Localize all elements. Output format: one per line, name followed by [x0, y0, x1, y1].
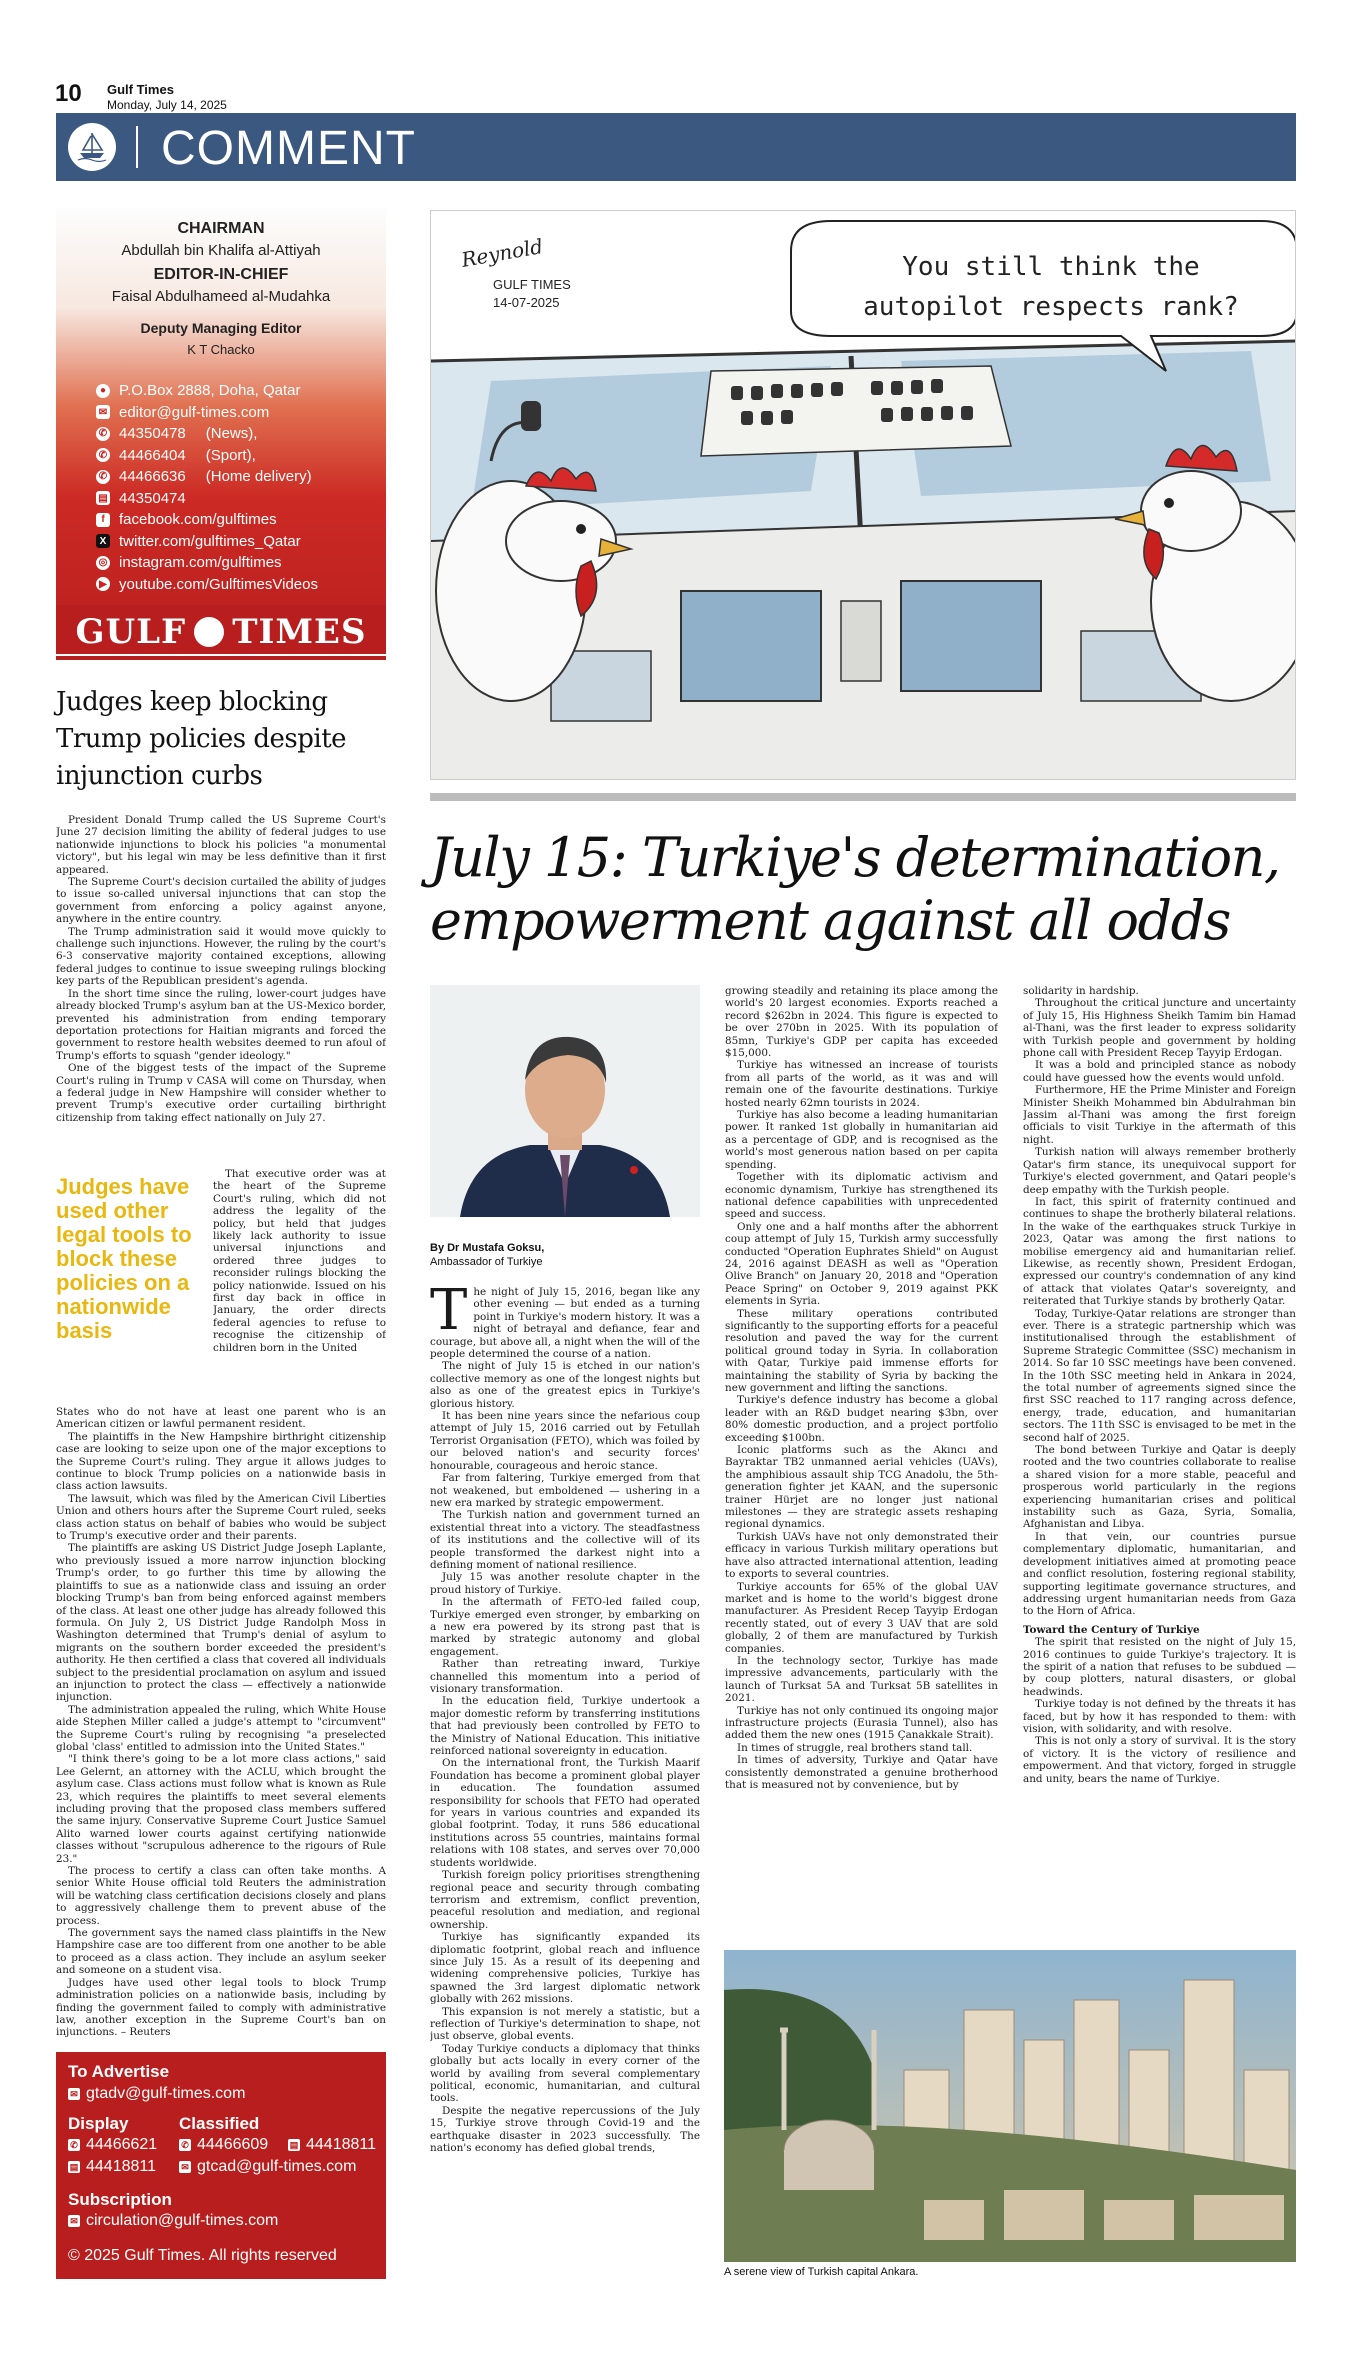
- instagram-icon: ◎: [96, 556, 110, 570]
- section-banner: [56, 113, 1296, 181]
- phone-icon: ✆: [96, 427, 110, 441]
- pin-icon: ●: [96, 384, 110, 398]
- author-portrait: [430, 985, 700, 1217]
- cartoon-speech: You still think the autopilot respects rank?: [863, 252, 1239, 322]
- main-article-column-1: The night of July 15, 2016, began like any other evening — but ended as a turning point in Turkiye's modern history. It was a night of betrayal and defiance, fear and courage, but above all, a night when the will of the people determined the course of a nation. The night of July 15 is etched in our nation's collective memory as one of the longest nights but also as one of the greatest epics in Turkiye's glorious history. It has been nine years since the nefarious coup attempt of July 15, 2016 carried out by Fetullah Terrorist Organisation (FETO), which was foiled by our beloved nation's and security forces' honourable, courageous and heroic stance. Far from faltering, Turkiye emerged from that not weakened, but emboldened — ushering in a new era marked by strategic empowerment. The Turkish nation and government turned an existential threat into a victory. The steadfastness of its institutions and the collective will of its people transformed the darkest night into a defining moment of national resilience. July 15 was another resolute chapter in the proud history of Turkiye. In the aftermath of FETO-led failed coup, Turkiye emerged even stronger, by embarking on a new era powered by its strong past that is marked by strategic autonomy and global engagement. Rather than retreating inward, Turkiye channelled this momentum into a period of visionary transformation. In the education field, Turkiye undertook a major domestic reform by transferring institutions that had previously been controlled by FETO to the Ministry of National Education. This initiative reinforced national sovereignty in education. On the international front, the Turkish Maarif Foundation has become a prominent global player in education. The foundation assumed responsibility for schools that FETO had operated for years in various countries and expanded its global footprint. Today, it runs 586 educational institutions across 55 countries, maintains formal relations with 108 states, and serves over 70,000 students worldwide. Turkish foreign policy prioritises strengthening regional peace and security through combating terrorism and extremism, conflict prevention, peaceful resolution and mediation, and regional ownership. Turkiye has significantly expanded its diplomatic footprint, global reach and influence since July 15. As a result of its deepening and widening comprehensive policies, Turkiye has spawned the 3rd largest diplomatic network globally with 262 missions. This expansion is not merely a statistic, but a reflection of Turkiye's determination to shape, not just observe, global events. Today Turkiye conducts a diplomacy that thinks globally but acts locally in every corner of the world by availing from several complementary political, economic, humanitarian, and cultural tools. Despite the negative repercussions of the July 15, Turkiye strove through Covid-19 and the earthquake disaster in 2023 successfully. The nation's economy has defied global trends,: [430, 1286, 700, 2155]
- editor-name: Faisal Abdulhameed al-Mudahka: [111, 288, 331, 305]
- contact-youtube[interactable]: ▶ youtube.com/GulftimesVideos: [96, 574, 376, 596]
- cartoon-date: 14-07-2025: [493, 295, 560, 310]
- deputy-name: K T Chacko: [187, 342, 255, 357]
- contact-facebook[interactable]: f facebook.com/gulftimes: [96, 509, 376, 531]
- mail-icon: ✉: [96, 405, 110, 419]
- left-article-body-3: States who do not have at least one parent who is an American citizen or lawful permanent resident. The plaintiffs in the New Hampshire birthright citizenship case are looking to seize upon one of the major exceptions to the Supreme Court's ruling. They argue it allows judges to continue to block Trump policies on a nationwide basis in class action lawsuits. The lawsuit, which was filed by the American Civil Liberties Union and others hours after the Supreme Court ruled, seeks class action status on behalf of babies who would be subject to Trump's executive order and their parents. The plaintiffs are asking US District Judge Joseph Laplante, who previously issued a more narrow injunction blocking Trump's order, to go further this time by allowing the plaintiffs to sue as a nationwide class and issuing an order blocking Trump's ban from being enforced against members of the class. At least one other judge has already followed this formula. On July 2, US District Judge Randolph Moss in Washington determined that Trump's denial of asylum to migrants on the southern border exceeded the president's authority. He then certified a class that covered all individuals subject to the presidential proclamation on asylum and issued an injunction to protect the class — effectively a nationwide injunction. The administration appealed the ruling, which White House aide Stephen Miller called a judge's attempt to "circumvent" the Supreme Court's ruling by recognising "a preselected global 'class' entitled to admission into the United States." "I think there's going to be a lot more class actions," said Lee Gelernt, an attorney with the ACLU, which brought the asylum case. Class actions must follow what is known as Rule 23, which requires the plaintiffs to meet several elements including proving that the proposed class members suffered the same injury. Conservative Supreme Court Justice Samuel Alito warned lower courts against certifying nationwide classes without "scrupulous adherence to the rigours of Rule 23." The process to certify a class can often take months. A senior White House official told Reuters the administration will be watching class certification decisions closely and plans to aggressively challenge them to prevent abuse of the process. The government says the named class plaintiffs in the New Hampshire case are too different from one another to be able to proceed as a class action. They include an asylum seeker and someone on a student visa. Judges have used other legal tools to block Trump administration policies on a nationwide basis, including by finding the government failed to comply with administrative law, another exception in the Supreme Court's ban on injunctions. – Reuters: [56, 1406, 386, 2039]
- left-article-headline: Judges keep blocking Trump policies despite injunction curbs: [56, 687, 347, 791]
- cartoon-publication: GULF TIMES: [493, 277, 571, 292]
- phone-icon: ✆: [68, 2139, 80, 2151]
- contact-phone-delivery[interactable]: ✆ 44466636 (Home delivery): [96, 466, 376, 488]
- advertise-label: To Advertise: [68, 2062, 170, 2081]
- contact-address: ● P.O.Box 2888, Doha, Qatar: [96, 380, 376, 402]
- subscription-label: Subscription: [68, 2190, 172, 2209]
- display-phone-2[interactable]: ▤ 44418811: [69, 2158, 156, 2175]
- fax-icon: ▤: [289, 2139, 299, 2150]
- fax-icon: ▤: [96, 491, 110, 505]
- classified-email[interactable]: ✉ gtcad@gulf-times.com: [179, 2158, 356, 2176]
- advertise-email[interactable]: ✉ gtadv@gulf-times.com: [68, 2085, 245, 2103]
- chairman-name: Abdullah bin Khalifa al-Attiyah: [121, 242, 321, 259]
- section-title: COMMENT: [161, 122, 416, 175]
- masthead: [56, 208, 386, 660]
- contact-list: [96, 380, 376, 595]
- page-number: 10: [55, 80, 82, 107]
- fax-icon: ▤: [69, 2161, 79, 2172]
- mail-icon: ✉: [179, 2161, 191, 2173]
- deputy-label: Deputy Managing Editor: [140, 320, 302, 336]
- display-phone-1[interactable]: ✆ 44466621: [68, 2136, 157, 2154]
- advertising-contact-box: [56, 2052, 386, 2279]
- left-article-body-1: President Donald Trump called the US Supreme Court's June 27 decision limiting the ability of federal judges to use nationwide injunctions to block his policies "a monumental victory", but his legal win may be less definitive than it first appeared. The Supreme Court's decision curtailed the ability of judges to issue so-called universal injunctions that can stop the government from enforcing a policy against anyone, anywhere in the entire country. The Trump administration said it would move quickly to challenge such injunctions. However, the ruling by the court's 6-3 conservative majority contained exceptions, allowing federal judges to continue to issue sweeping rulings blocking key parts of the Republican president's agenda. In the short time since the ruling, lower-court judges have already blocked Trump's asylum ban at the US-Mexico border, prevented his administration from ending temporary deportation protections for Haitian migrants and forced the government to restore health websites deemed to run afoul of Trump's efforts to squash "gender ideology." One of the biggest tests of the impact of the Supreme Court's ruling in Trump v CASA will come on Thursday, when a federal judge in New Hampshire will consider whether to prevent Trump's executive order curtailing birthright citizenship from taking effect nationally on July 27.: [56, 814, 386, 1124]
- left-article-body-2: That executive order was at the heart of the Supreme Court's ruling, which did not address the legality of the policy, but held that judges likely lack authority to issue universal injunctions and ordered three judges to reconsider rulings blocking the policy nationwide. Issued on his first day back in office in January, the order directs federal agencies to refuse to recognise the citizenship of children born in the United: [213, 1168, 386, 1354]
- classified-phone-1[interactable]: ✆ 44466609: [179, 2136, 268, 2154]
- facebook-icon: f: [96, 513, 110, 527]
- youtube-icon: ▶: [96, 577, 110, 591]
- copyright: © 2025 Gulf Times. All rights reserved: [68, 2247, 337, 2264]
- subscription-email[interactable]: ✉ circulation@gulf-times.com: [68, 2212, 278, 2230]
- contact-phone-sport[interactable]: ✆ 44466404 (Sport),: [96, 445, 376, 467]
- main-article-column-3: solidarity in hardship. Throughout the critical juncture and uncertainty of July 15, His Highness Sheikh Tamim bin Hamad al-Thani, was the first leader to express solidarity with Turkish people and government by holding phone call with President Recep Tayyip Erdogan. It was a bold and principled stance as nobody could have guessed how the events would unfold. Furthermore, HE the Prime Minister and Foreign Minister Sheikh Mohammed bin Abdulrahman bin Jassim al-Thani was among the first foreign officials to visit Turkiye in the aftermath of this night. Turkish nation will always remember brotherly Qatar's firm stance, its unequivocal support for Turkiye's elected government, and Qatari people's deep empathy with the Turkish people. In fact, this spirit of fraternity continued and continues to shape the brotherly bilateral relations. In the wake of the earthquakes struck Turkiye in 2023, Qatar was among the first nations to mobilise emergency aid and humanitarian relief. Likewise, as recently shown, President Erdogan, expressed our country's condemnation of any kind of attack that violates Qatar's sovereignty, and reiterated that Turkiye stands by brotherly Qatar. Today, Turkiye-Qatar relations are stronger than ever. There is a strategic partnership which was institutionalised through the establishment of Supreme Strategic Committee (SSC) mechanism in 2014. So far 10 SSC meetings have been convened. In the 10th SSC meeting held in Ankara in 2024, the total number of agreements signed since the first SSC reached to 117 ranging across defence, energy, trade, education, and humanitarian sectors. The 11th SSC is envisaged to be met in the second half of 2025. The bond between Turkiye and Qatar is deeply rooted and the two countries collaborate to realise a shared vision for a more stable, peaceful and prosperous world particularly in the regions experiencing humanitarian crises and political instability such as Gaza, Syria, Somalia, Afghanistan and Libya. In that vein, our countries pursue complementary diplomatic, humanitarian, and development initiatives aimed at promoting peace and conflict resolution, fostering regional stability, supporting legitimate governance structures, and addressing urgent humanitarian needs from Gaza to the Horn of Africa. Toward the Century of Turkiye The spirit that resisted on the night of July 15, 2016 continues to guide Turkiye's trajectory. It is the spirit of a nation that refuses to be subdued — by coup plotters, natural disasters, or global headwinds. Turkiye today is not defined by the threats it has faced, but by how it has responded to them: with vision, with solidarity, and with resolve. This is not only a story of survival. It is the story of victory. It is the victory of resilience and empowerment. And that victory, forged in struggle and unity, bears the name of Turkiye.: [1023, 985, 1296, 1785]
- phone-icon: ✆: [96, 448, 110, 462]
- contact-instagram[interactable]: ◎ instagram.com/gulftimes: [96, 552, 376, 574]
- contact-twitter[interactable]: X twitter.com/gulftimes_Qatar: [96, 531, 376, 553]
- phone-icon: ✆: [179, 2139, 191, 2151]
- cartoonist-signature: Reynold: [459, 234, 545, 272]
- main-article-column-2: growing steadily and retaining its place among the world's 20 largest economies. Exports reached a record $262bn in 2024. This figure is expected to be over 270bn in 2025. With its population of 85mn, Turkiye's GDP per capita has exceeded $15,000. Turkiye has witnessed an increase of tourists from all parts of the world, as it was and will remain one of the favourite destinations. Turkiye hosted nearly 62mn tourists in 2024. Turkiye has also become a leading humanitarian power. It ranked 1st globally in humanitarian aid as a percentage of GDP, and is recognised as the world's most generous nation based on per capita spending. Together with its diplomatic activism and economic dynamism, Turkiye has strengthened its national defence capabilities with unprecedented speed and success. Only one and a half months after the abhorrent coup attempt of July 15, Turkish army successfully conducted "Operation Euphrates Shield" on August 24, 2016 against DEASH as well as "Operation Olive Branch" on January 20, 2018 and "Operation Peace Spring" on October 9, 2019 against PKK elements in Syria. These military operations contributed significantly to the supporting efforts for a peaceful resolution and paved the way for the current political ground today in Syria. In collaboration with Qatar, Turkiye paid immense efforts for maintaining the stability of Syria by backing the new government and lifting the sanctions. Turkiye's defence industry has become a global leader with an R&D budget nearing $3bn, over 80% domestic production, and a project portfolio exceeding $100bn. Iconic platforms such as the Akıncı and Bayraktar TB2 unmanned aerial vehicles (UAVs), the amphibious assault ship TCG Anadolu, the 5th-generation fighter jet KAAN, and the supersonic trainer Hürjet are no longer just national milestones — they are strategic assets reshaping regional dynamics. Turkish UAVs have not only demonstrated their efficacy in various Turkish military operations but have also attracted international attention, leading to exports to several countries. Turkiye accounts for 65% of the global UAV market and is home to the world's biggest drone manufacturer. As President Recep Tayyip Erdogan recently stated, out of every 3 UAV that are sold globally, 2 of them are manufactured by Turkish companies. In the technology sector, Turkiye has made impressive advancements, particularly with the launch of Turksat 5A and Turksat 5B satellites in 2021. Turkiye has not only continued its ongoing major infrastructure projects (Eurasia Tunnel), also has added them the new ones (1915 Çanakkale Strait). In times of struggle, real brothers stand tall. In times of adversity, Turkiye and Qatar have consistently demonstrated a genuine brotherhood that is measured not by convenience, but by: [725, 985, 998, 1791]
- photo-caption: A serene view of Turkish capital Ankara.: [724, 2266, 919, 2278]
- mail-icon: ✉: [68, 2088, 80, 2100]
- classified-label: Classified: [179, 2114, 260, 2133]
- pull-quote: Judges have used other legal tools to block these policies on a nationwide basis: [56, 1174, 192, 1343]
- logo-emblem-icon: [194, 617, 224, 647]
- classified-phone-2[interactable]: ▤ 44418811: [289, 2136, 376, 2153]
- ankara-photo: [724, 1950, 1296, 2262]
- display-label: Display: [68, 2114, 129, 2133]
- editor-label: EDITOR-IN-CHIEF: [153, 266, 289, 283]
- issue-date: Monday, July 14, 2025: [107, 98, 227, 112]
- article-subhead: Toward the Century of Turkiye: [1023, 1623, 1200, 1636]
- phone-icon: ✆: [96, 470, 110, 484]
- chairman-label: CHAIRMAN: [177, 220, 265, 237]
- mail-icon: ✉: [68, 2215, 80, 2227]
- byline-role: Ambassador of Turkiye: [430, 1256, 543, 1268]
- gulf-times-logo: GULF TIMES: [56, 605, 386, 660]
- x-icon: X: [96, 534, 110, 548]
- contact-fax: ▤ 44350474: [96, 488, 376, 510]
- drop-cap: T: [430, 1286, 468, 1343]
- publication-name: Gulf Times: [107, 82, 174, 97]
- main-headline: July 15: Turkiye's determination, empowerment against all odds: [430, 826, 1280, 952]
- byline: By Dr Mustafa Goksu,: [430, 1242, 545, 1254]
- contact-email[interactable]: ✉ editor@gulf-times.com: [96, 402, 376, 424]
- editorial-cartoon: [430, 210, 1296, 780]
- dhow-logo-icon: [68, 123, 116, 171]
- contact-phone-news[interactable]: ✆ 44350478 (News),: [96, 423, 376, 445]
